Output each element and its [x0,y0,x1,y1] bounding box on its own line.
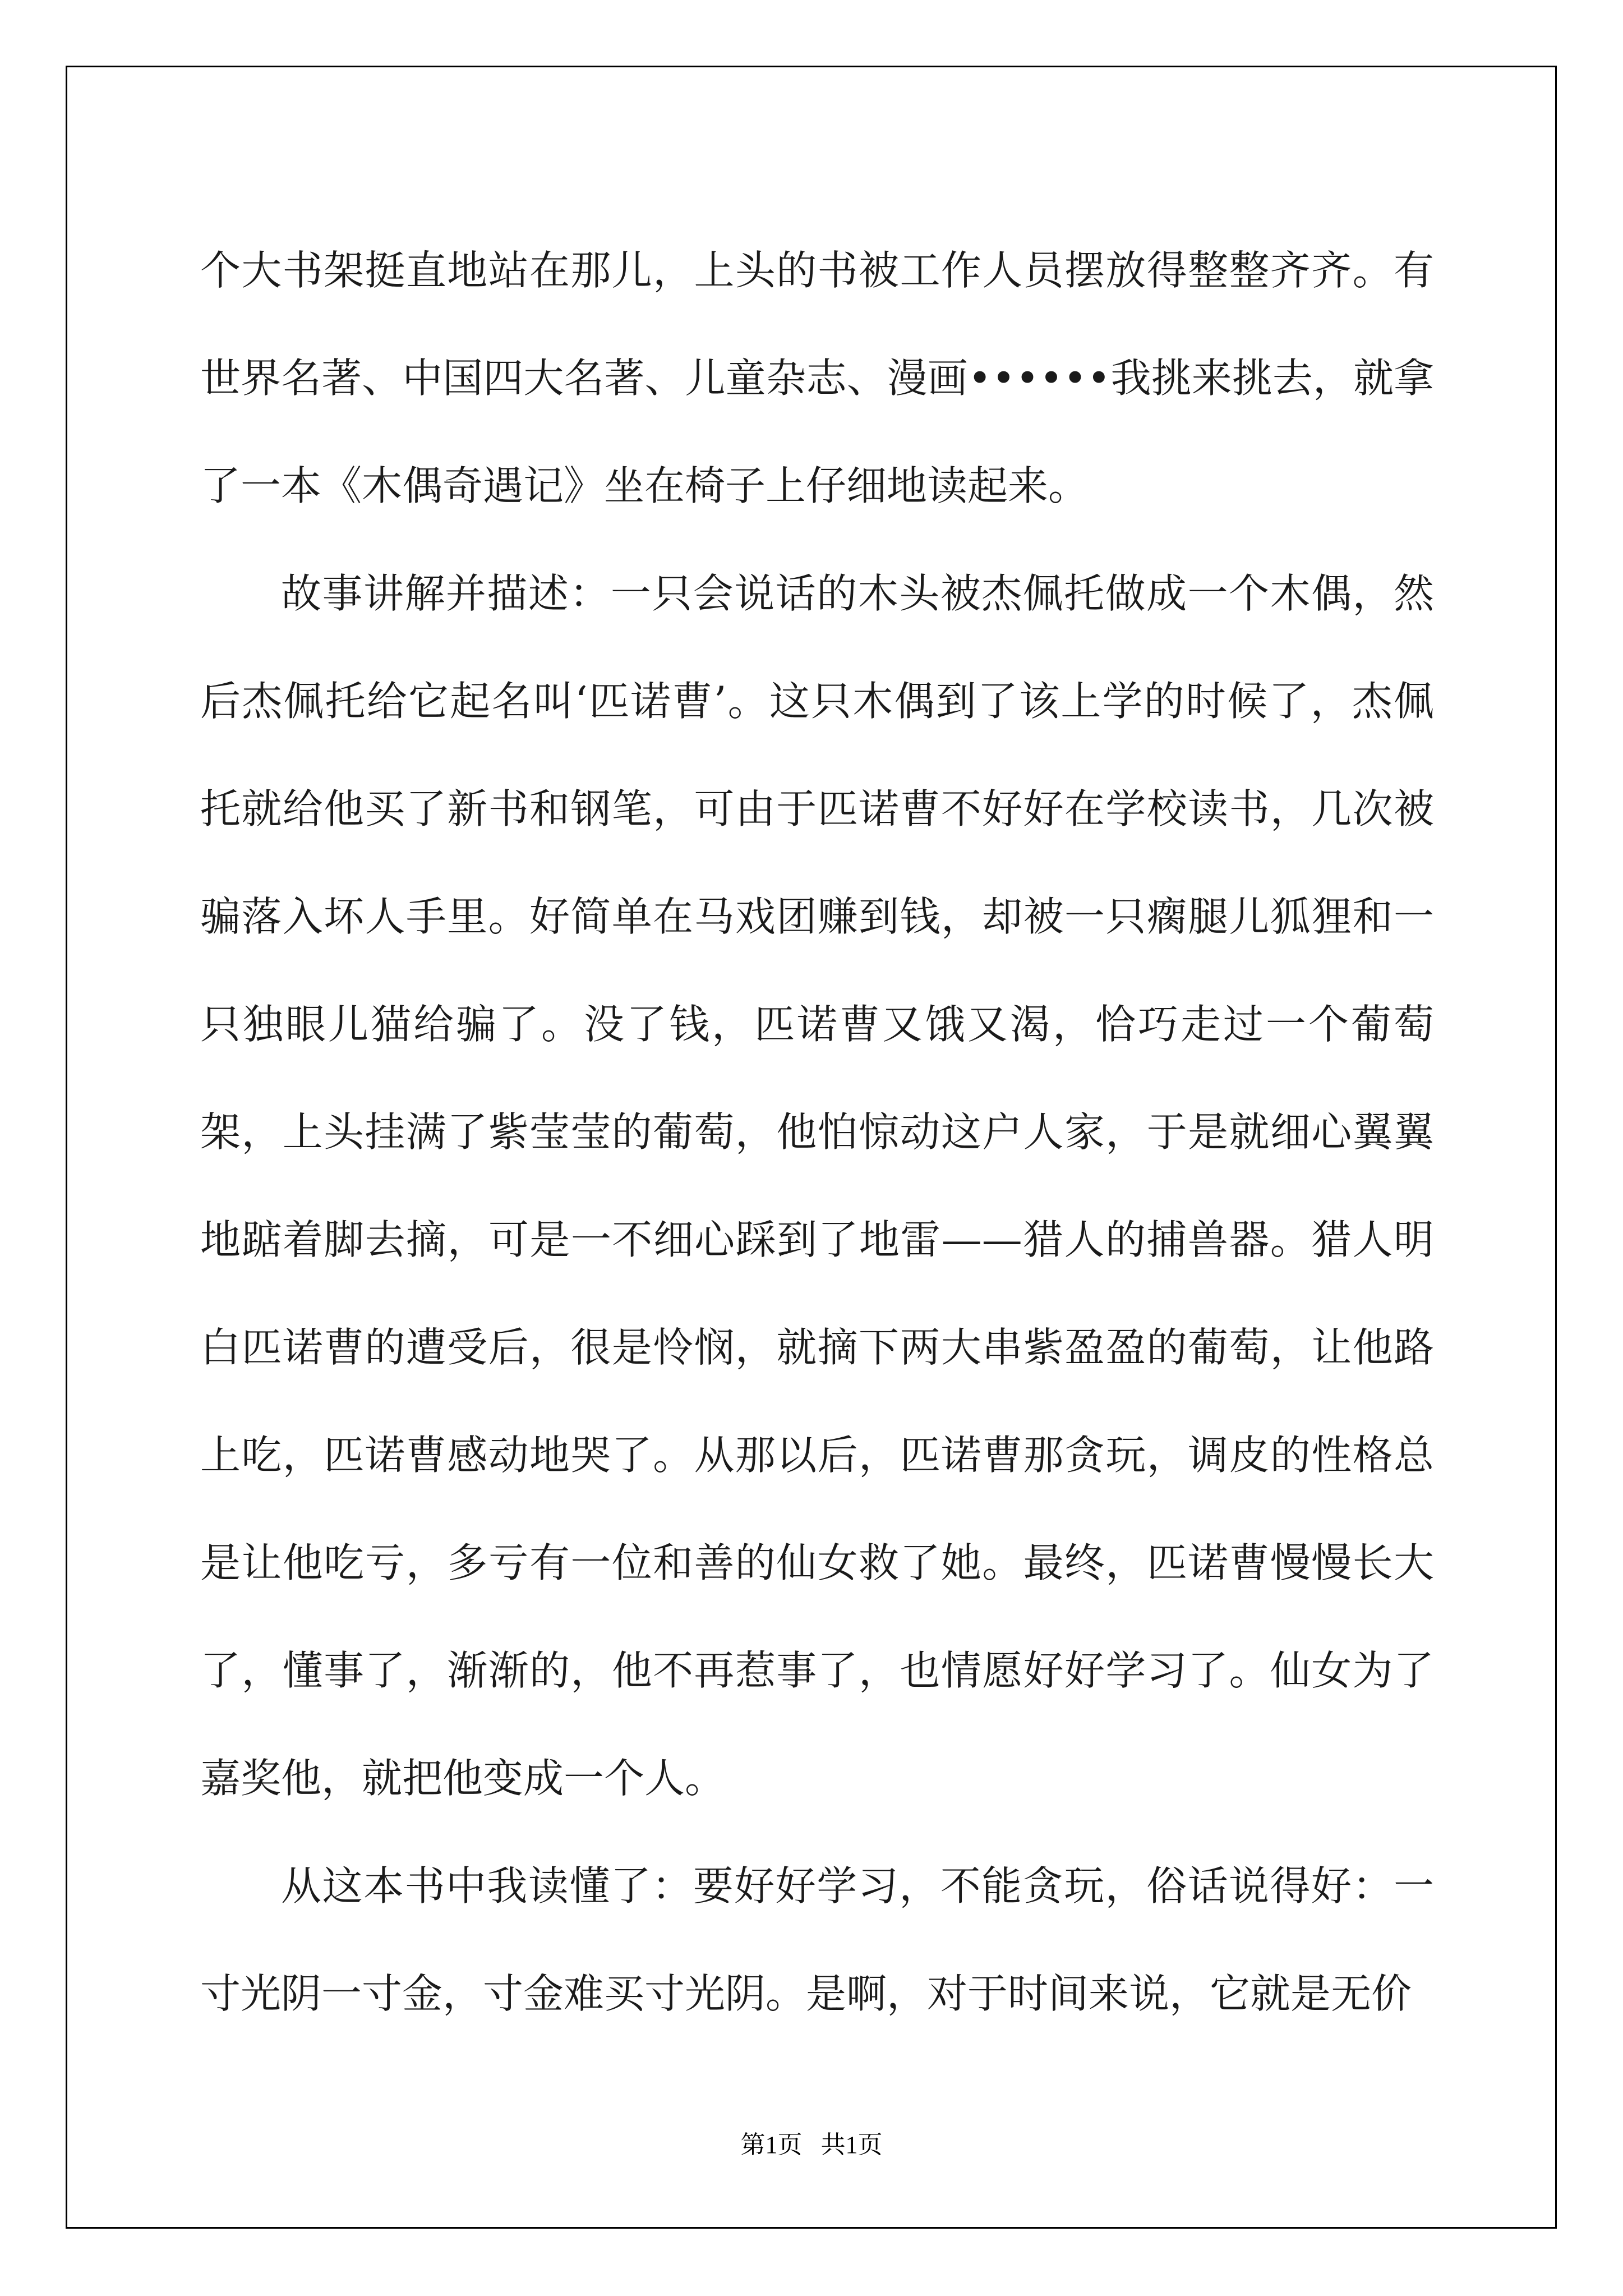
paragraph-3: 从这本书中我读懂了：要好好学习，不能贪玩，俗话说得好：一寸光阴一寸金，寸金难买寸光阴。是啊，对于时间来说，它就是无价 [200,1862,1434,2017]
page-total: 共1页 [820,2131,883,2159]
document-body [200,217,1434,2047]
paragraph-2: 故事讲解并描述：一只会说话的木头被杰佩托做成一个木偶，然后杰佩托给它起名叫‘匹诺曹’。这只木偶到了该上学的时候了，杰佩托就给他买了新书和钢笔，可由于匹诺曹不好好在学校读书，几次被骗落入坏人手里。好简单在马戏团赚到钱，却被一只瘸腿儿狐狸和一只独眼儿猫给骗了。没了钱，匹诺曹又饿又渴，恰巧走过一个葡萄架，上头挂满了紫莹莹的葡萄，他怕惊动这户人家，于是就细心翼翼地踮着脚去摘，可是一不细心踩到了地雷——猎人的捕兽器。猎人明白匹诺曹的遭受后，很是怜悯，就摘下两大串紫盈盈的葡萄，让他路上吃，匹诺曹感动地哭了。从那以后，匹诺曹那贪玩，调皮的性格总是让他吃亏，多亏有一位和善的仙女救了她。最终，匹诺曹慢慢长大了，懂事了，渐渐的，他不再惹事了，也情愿好好学习了。仙女为了嘉奖他，就把他变成一个人。 [200,570,1434,1802]
paragraph-1: 个大书架挺直地站在那儿，上头的书被工作人员摆放得整整齐齐。有世界名著、中国四大名著、儿童杂志、漫画••••••我挑来挑去，就拿了一本《木偶奇遇记》坐在椅子上仔细地读起来。 [200,247,1434,509]
page-footer [0,2128,1623,2162]
page-number: 第1页 [740,2131,803,2159]
